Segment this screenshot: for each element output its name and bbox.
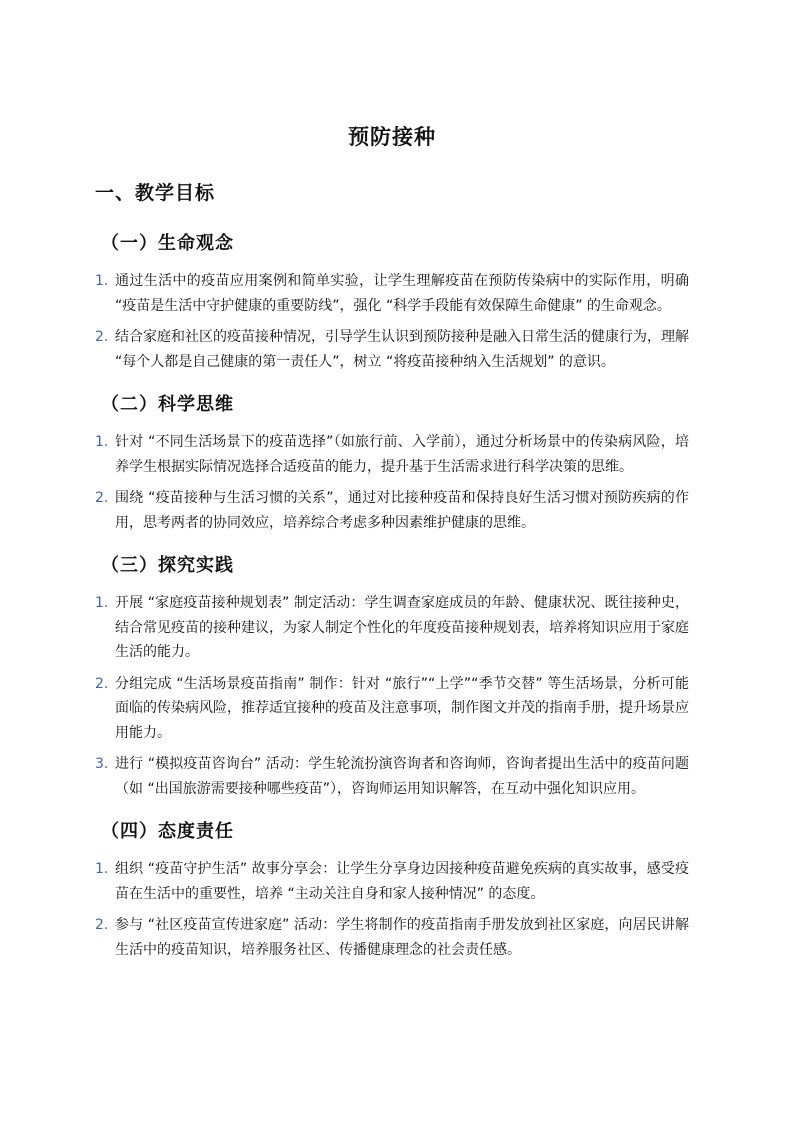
list-item-text: 组织 “疫苗守护生活” 故事分享会：让学生分享身边因接种疫苗避免疾病的真实故事，感受疫苗在生活中的重要性，培养 “主动关注自身和家人接种情况” 的态度。 [115,861,689,902]
list-item [95,857,689,906]
list-item-number: 1. [95,273,109,289]
list-item-text: 参与 “社区疫苗宣传进家庭” 活动：学生将制作的疫苗指南手册发放到社区家庭，向居民讲解生活中的疫苗知识，培养服务社区、传播健康理念的社会责任感。 [115,917,689,958]
inquiry-practice-list [95,591,689,801]
list-item-text: 针对 “不同生活场景下的疫苗选择”（如旅行前、入学前），通过分析场景中的传染病风险，培养学生根据实际情况选择合适疫苗的能力，提升基于生活需求进行科学决策的思维。 [115,434,689,475]
life-concept-list [95,269,689,374]
list-item-text: 进行 “模拟疫苗咨询台” 活动：学生轮流扮演咨询者和咨询师，咨询者提出生活中的疫苗问题（如 “出国旅游需要接种哪些疫苗”），咨询师运用知识解答，在互动中强化知识应用。 [115,756,689,797]
list-item-number: 2. [95,490,109,506]
list-item-number: 1. [95,434,109,450]
subsection-heading-life-concept: （一）生命观念 [101,233,234,254]
subsection-heading-inquiry-practice: （三）探究实践 [101,555,234,576]
list-item [95,591,689,665]
list-item [95,269,689,318]
attitude-responsibility-list [95,857,689,962]
list-item-number: 2. [95,329,109,345]
list-item-number: 1. [95,595,109,611]
list-item-number: 2. [95,917,109,933]
list-item-number: 1. [95,861,109,877]
list-item-number: 3. [95,756,109,772]
list-item [95,430,689,479]
list-item [95,672,689,746]
list-item-text: 围绕 “疫苗接种与生活习惯的关系”，通过对比接种疫苗和保持良好生活习惯对预防疾病的作用，思考两者的协同效应，培养综合考虑多种因素维护健康的思维。 [115,490,689,531]
list-item-text: 开展 “家庭疫苗接种规划表” 制定活动：学生调查家庭成员的年龄、健康状况、既往接种史，结合常见疫苗的接种建议，为家人制定个性化的年度疫苗接种规划表，培养将知识应用于家庭生活的能力。 [115,595,689,660]
list-item-number: 2. [95,675,109,692]
list-item-text: 通过生活中的疫苗应用案例和简单实验，让学生理解疫苗在预防传染病中的实际作用，明确 “疫苗是生活中守护健康的重要防线”，强化 “科学手段能有效保障生命健康” 的生命观念。 [115,273,689,314]
list-item-text: 分组完成 “生活场景疫苗指南” 制作：针对 “旅行”“上学”“季节交替” 等生活场景，分析可能面临的传染病风险，推荐适宜接种的疫苗及注意事项，制作图文并茂的指南手册，提升场景应用能力。 [115,675,689,741]
list-item [95,325,689,374]
list-item-text: 结合家庭和社区的疫苗接种情况，引导学生认识到预防接种是融入日常生活的健康行为，理解 “每个人都是自己健康的第一责任人”，树立 “将疫苗接种纳入生活规划” 的意识。 [115,329,689,370]
section-heading-teaching-goals: 一、教学目标 [95,182,216,204]
document-title: 预防接种 [348,125,436,149]
list-item [95,752,689,801]
subsection-heading-attitude-responsibility: （四）态度责任 [101,821,234,842]
list-item [95,486,689,535]
list-item [95,913,689,962]
scientific-thinking-list [95,430,689,535]
subsection-heading-scientific-thinking: （二）科学思维 [101,394,234,415]
